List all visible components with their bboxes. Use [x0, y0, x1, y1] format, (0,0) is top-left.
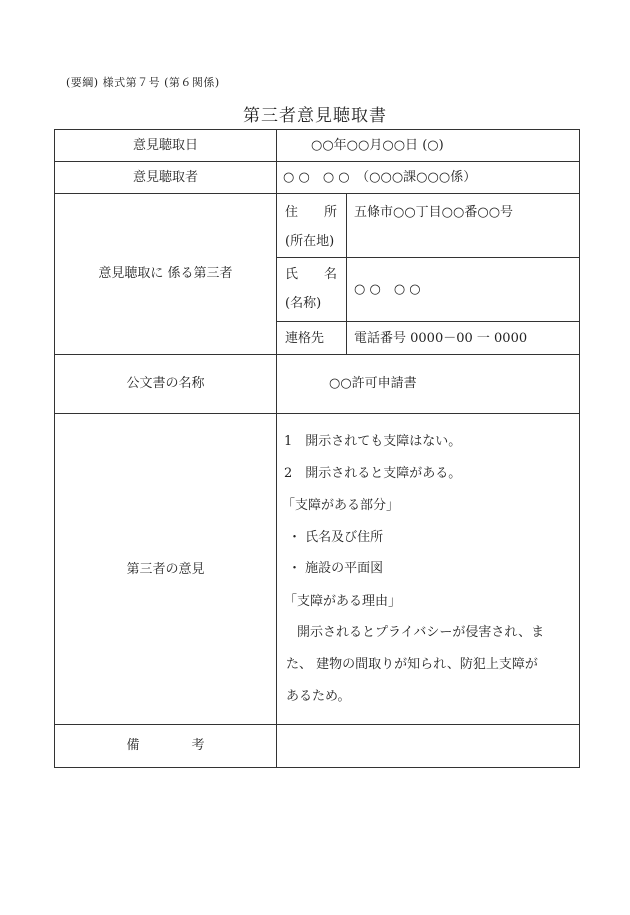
opinion-line: あるため。	[286, 689, 351, 704]
hearing-form-table	[54, 129, 580, 768]
hearer-value: ○ ○ ○ ○ （○○○課○○○係）	[283, 170, 477, 185]
hearing-date-label: 意見聴取日	[132, 138, 198, 153]
address-sublabel: (所在地)	[285, 234, 335, 249]
third-party-label: 意見聴取に 係る第三者	[98, 266, 233, 281]
hearer-label: 意見聴取者	[132, 170, 198, 185]
opinion-line: ・ 施設の平面図	[288, 561, 384, 576]
opinion-line: 「支障がある部分」	[282, 498, 400, 513]
opinion-line: 2 開示されると支障がある。	[284, 466, 462, 481]
opinion-line: ・ 氏名及び住所	[288, 530, 384, 545]
address-label: 住 所	[285, 205, 338, 220]
contact-label: 連格先	[285, 331, 325, 346]
opinion-line: た、 建物の間取りが知られ、防犯上支障が	[286, 657, 538, 672]
row-divider	[276, 321, 579, 322]
form-number: (要綱) 様式第７号 (第６関係)	[66, 76, 220, 89]
opinion-line: 1 開示されても支障はない。	[284, 434, 462, 449]
row-divider	[276, 257, 579, 258]
document-title: 第三者意見聴取書	[243, 106, 387, 126]
row-divider	[55, 413, 579, 414]
contact-value: 電話番号 0000－00 一 0000	[354, 331, 528, 346]
column-divider	[276, 130, 277, 767]
opinion-line: 開示されるとプライバシーが侵害され、ま	[284, 625, 545, 640]
row-divider	[55, 161, 579, 162]
name-value: ○ ○ ○ ○	[354, 282, 421, 297]
address-value: 五條市○○丁目○○番○○号	[354, 205, 514, 220]
name-sublabel: (名称)	[285, 296, 322, 311]
document-name-value: ○○許可申請書	[329, 376, 417, 391]
opinion-label: 第三者の意見	[126, 562, 205, 577]
row-divider	[55, 354, 579, 355]
document-name-label: 公文書の名称	[126, 376, 205, 391]
row-divider	[55, 724, 579, 725]
column-divider	[346, 193, 347, 354]
remarks-label: 備 考	[126, 738, 205, 753]
opinion-line: 「支障がある理由」	[284, 594, 402, 609]
name-label: 氏 名	[285, 267, 338, 282]
hearing-date-value: ○○年○○月○○日 (○)	[311, 138, 444, 153]
row-divider	[55, 193, 579, 194]
